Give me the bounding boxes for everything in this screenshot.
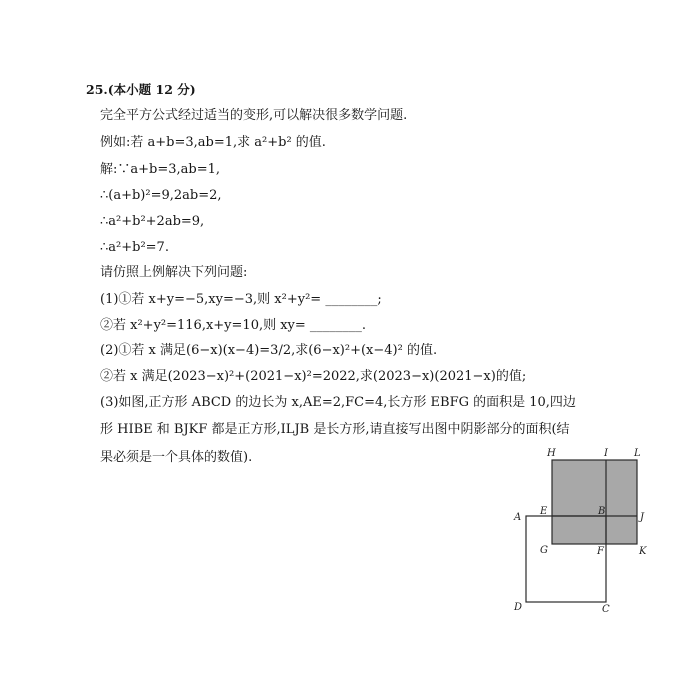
label-f: F: [597, 546, 604, 557]
example-statement: 例如:若 a+b=3,ab=1,求 a²+b² 的值.: [100, 135, 326, 150]
question-3-line-3: 果必须是一个具体的数值).: [100, 450, 253, 465]
label-l: L: [634, 448, 641, 459]
geometry-figure: [500, 440, 660, 625]
question-1-1: (1)①若 x+y=−5,xy=−3,则 x²+y²= ________;: [100, 292, 382, 307]
label-e: E: [540, 506, 548, 517]
label-b: B: [598, 506, 606, 517]
question-3-line-1: (3)如图,正方形 ABCD 的边长为 x,AE=2,FC=4,长方形 EBFG 的面积是 10,四边: [100, 395, 576, 410]
question-1-2: ②若 x²+y²=116,x+y=10,则 xy= ________.: [100, 318, 367, 333]
problem-header: 25.(本小题 12 分): [86, 82, 196, 97]
label-i: I: [604, 448, 608, 459]
label-j: J: [640, 512, 645, 523]
solution-line-2: ∴(a+b)²=9,2ab=2,: [100, 188, 222, 203]
label-d: D: [514, 602, 523, 613]
question-3-line-2: 形 HIBE 和 BJKF 都是正方形,ILJB 是长方形,请直接写出图中阴影部分的面积(结: [100, 422, 570, 437]
label-g: G: [540, 545, 548, 556]
instruction: 请仿照上例解决下列问题:: [100, 265, 248, 280]
solution-line-3: ∴a²+b²+2ab=9,: [100, 214, 205, 229]
solution-line-1: 解:∵a+b=3,ab=1,: [100, 162, 221, 177]
label-h: H: [547, 448, 556, 459]
solution-line-4: ∴a²+b²=7.: [100, 240, 169, 255]
label-a: A: [514, 512, 522, 523]
problem-intro: 完全平方公式经过适当的变形,可以解决很多数学问题.: [100, 108, 408, 123]
shaded-region: [552, 460, 637, 544]
label-c: C: [602, 604, 610, 615]
label-k: K: [639, 546, 647, 557]
question-2-2: ②若 x 满足(2023−x)²+(2021−x)²=2022,求(2023−x)(2021−x)的值;: [100, 369, 527, 384]
geometry-diagram: [500, 440, 660, 625]
question-2-1: (2)①若 x 满足(6−x)(x−4)=3/2,求(6−x)²+(x−4)² 的值.: [100, 343, 438, 358]
